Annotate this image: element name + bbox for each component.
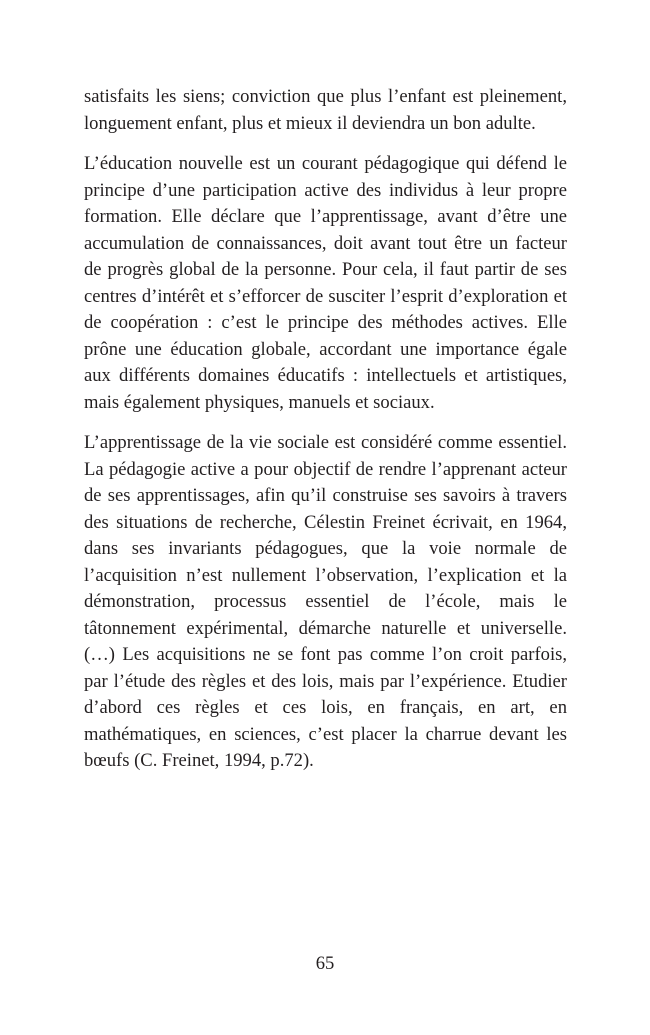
page-number: 65	[315, 953, 335, 974]
paragraph-continuation: satisfaits les siens; conviction que plus l’enfant est pleinement, longuement enfant, plus et mieux il deviendra un bon adulte.	[84, 86, 567, 134]
page-body	[84, 84, 567, 789]
paragraph-education-nouvelle: L’éducation nouvelle est un courant pédagogique qui défend le principe d’une participation active des individus à leur propre formation. Elle déclare que l’apprentissage, avant d’être une accumulation de connaissances, doit avant tout être un facteur de progrès global de la personne. Pour cela, il faut partir de ses centres d’intérêt et s’efforcer de susciter l’esprit d’exploration et de coopération : c’est le principe des méthodes actives. Elle prône une éducation globale, accordant une importance égale aux différents domaines éducatifs : intellectuels et artistiques, mais également physiques, manuels et sociaux.	[84, 153, 567, 413]
paragraph-vie-sociale: L’apprentissage de la vie sociale est considéré comme essentiel. La pédagogie active a pour objectif de rendre l’apprenant acteur de ses apprentissages, afin qu’il construise ses savoirs à travers des situations de recherche, Célestin Freinet écrivait, en 1964, dans ses invariants pédagogues, que la voie normale de l’acquisition n’est nullement l’observation, l’explication et la démonstration, processus essentiel de l’école, mais le tâtonnement expérimental, démarche naturelle et universelle. (…) Les acquisitions ne se font pas comme l’on croit parfois, par l’étude des règles et des lois, mais par l’expérience. Etudier d’abord ces règles et ces lois, en français, en art, en mathématiques, en sciences, c’est placer la charrue devant les bœufs (C. Freinet, 1994, p.72).	[84, 432, 567, 771]
